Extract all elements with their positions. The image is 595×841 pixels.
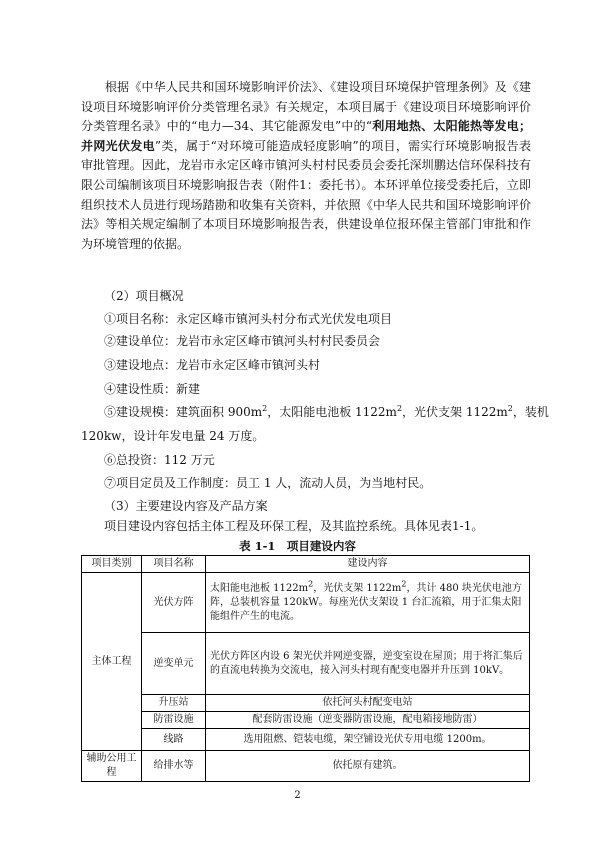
intro-paragraph [81, 78, 531, 254]
construction-nature: ④建设性质：新建 [104, 382, 201, 396]
row-name: 给排水等 [142, 751, 206, 782]
category-cell-aux: 辅助公用工程 [82, 751, 142, 782]
category-cell-main: 主体工程 [82, 573, 142, 751]
row-name: 升压站 [142, 695, 206, 712]
table-row [82, 729, 530, 751]
header-category: 项目类别 [82, 556, 142, 573]
table-caption: 表 1-1 项目建设内容 [239, 539, 356, 553]
row-content: 依托原有建筑。 [206, 751, 530, 782]
construction-scale-cont: 120kw，设计年发电量 24 万度。 [81, 429, 265, 443]
content-description: 项目建设内容包括主体工程及环保工程，及其监控系统。具体见表1-1。 [104, 519, 484, 533]
row-name: 光伏方阵 [142, 573, 206, 633]
row-name: 线路 [142, 729, 206, 751]
header-content: 建设内容 [206, 556, 530, 573]
row-content: 依托河头村配变电站 [206, 695, 530, 712]
row-name: 逆变单元 [142, 633, 206, 695]
construction-scale: ⑤建设规模：建筑面积 $900m^2$，太阳能电池板 $1122m^2$，光伏支架 $1122m^2$，装机 [104, 404, 549, 419]
intro-text-1: 根据《中华人民共和国环境影响评价法》、《建设项目环境保护管理条例》及《建设项目环境影响评价分类管理名录》有关规定，本项目属于《建设项目环境影响评价分类管理名录》中的“电力—34、其它能源发电”中的“ [81, 80, 531, 134]
project-content-table [81, 555, 530, 782]
table-header-row [82, 556, 530, 573]
header-name: 项目名称 [142, 556, 206, 573]
overview-heading: （2）项目概况 [104, 289, 184, 303]
project-name: ①项目名称：永定区峰市镇河头村分布式光伏发电项目 [104, 312, 393, 326]
row-content: 选用阻燃、铠装电缆，架空铺设光伏专用电缆 1200m。 [206, 729, 530, 751]
page-number: 2 [294, 790, 301, 801]
table-row [82, 695, 530, 712]
intro-text-2: ”类，属于“对环境可能造成轻度影响”的项目，需实行环境影响报告表审批管理。因此，龙岩市永定区峰市镇河头村村民委员会委托深圳鹏达信环保科技有限公司编制该项目环境影响报告表（附件1：委托书）。本环评单位接受委托后，立即组织技术人员进行现场踏勘和收集有关资料，并依照《中华人民共和国环境影响评价法》等相关规定编制了本项目环境影响报告表，供建设单位报环保主管部门审批和作为环境管理的依据。 [81, 138, 531, 251]
content-heading: （3）主要建设内容及产品方案 [104, 499, 268, 513]
table-row [82, 751, 530, 782]
row-content: 太阳能电池板 $1122m^2$，光伏支架 $1122m^2$，共计 480 块光伏电池方阵，总装机容量 120kW。每座光伏支架设 1 台汇流箱，用于汇集太阳能组件产生的电流。 [206, 573, 530, 633]
table-row [82, 573, 530, 633]
staffing: ⑦项目定员及工作制度：员工 1 人，流动人员，为当地村民。 [104, 476, 432, 490]
row-content: 配套防雷设施（逆变器防雷设施，配电箱接地防雷） [206, 712, 530, 729]
total-investment: ⑥总投资：112 万元 [104, 453, 215, 467]
row-content: 光伏方阵区内设 6 架光伏并网逆变器，逆变室设在屋顶；用于将汇集后的直流电转换为交流电，接入河头村现有配变电器并升压到 10kV。 [206, 633, 530, 695]
table-row [82, 633, 530, 695]
construction-unit: ②建设单位：龙岩市永定区峰市镇河头村村民委员会 [104, 334, 381, 348]
row-name: 防雷设施 [142, 712, 206, 729]
intro-bold-text: 利用地热、太阳能热等发电；并网光伏发电 [81, 119, 531, 153]
construction-site: ③建设地点：龙岩市永定区峰市镇河头村 [104, 358, 321, 372]
table-row [82, 712, 530, 729]
